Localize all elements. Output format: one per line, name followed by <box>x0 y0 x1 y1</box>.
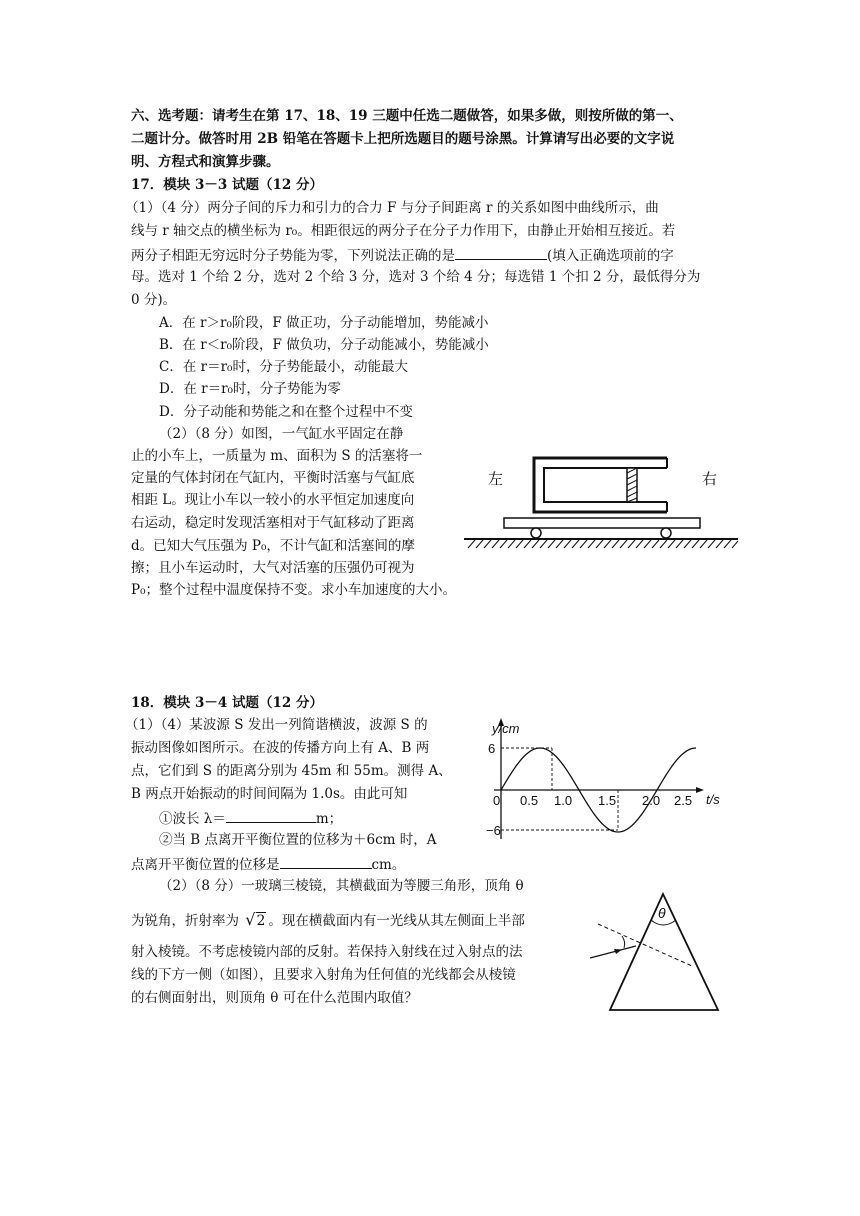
incident-ray <box>590 946 636 958</box>
q18-part2-line: 的右侧面射出，则顶角 θ 可在什么范围内取值？ <box>131 990 418 1006</box>
origin-label: 0 <box>493 793 501 808</box>
q17-part2-line: （2）（8 分）如图，一气缸水平固定在静 <box>159 426 404 442</box>
q17-part1-line: 母。选对 1 个给 2 分，选对 2 个给 3 分，选对 3 个给 4 分；每选错 1 个扣 2 分，最低得分为 <box>131 269 701 285</box>
sqrt-radicand: 2 <box>256 913 266 929</box>
y-axis-label: y/cm <box>492 721 520 736</box>
x-tick-label: 1.5 <box>598 793 617 808</box>
sqrt-expression: √2 <box>245 910 266 929</box>
section-heading-line2: 二题计分。做答时用 2B 铅笔在答题卡上把所选题目的题号涂黑。计算请写出必要的文字说 <box>131 131 675 147</box>
x-tick-label: 1.0 <box>554 793 573 808</box>
q18-sub2: ②当 B 点离开平衡位置的位移为＋6cm 时，A <box>159 832 437 848</box>
q17-part1-text: 两分子相距无穷远时分子势能为零，下列说法正确的是 <box>131 248 455 264</box>
q18-part2-line: 射入棱镜。不考虑棱镜内部的反射。若保持入射线在过入射点的法 <box>131 944 523 960</box>
q18-part2-line <box>131 910 525 931</box>
apex-angle-label: θ <box>658 905 666 921</box>
q17-part1-text: (填入正确选项前的字 <box>547 248 674 264</box>
x-axis-label: t/s <box>706 792 720 807</box>
q18-part2-line: （2）（8 分）一玻璃三棱镜，其横截面为等腰三角形，顶角 θ <box>159 878 524 894</box>
q17-part2-line: 右运动，稳定时发现活塞相对于气缸移动了距离 <box>131 515 415 531</box>
cylinder-inner-wall <box>544 468 667 502</box>
q18-sub1-text: ①波长 λ＝ <box>159 811 226 827</box>
q18-part1-line: 振动图像如图所示。在波的传播方向上有 A、B 两 <box>131 740 430 756</box>
q17-part2-line: 擦；且小车运动时，大气对活塞的压强仍可视为 <box>131 560 415 576</box>
q17-part2-line: d。已知大气压强为 P₀，不计气缸和活塞间的摩 <box>131 538 415 554</box>
q17-part2-line: 相距 L。现让小车以一较小的水平恒定加速度向 <box>131 492 415 508</box>
option-e: D．分子动能和势能之和在整个过程中不变 <box>159 404 413 420</box>
x-axis-arrow <box>696 787 704 793</box>
vibration-graph <box>488 714 728 842</box>
q18-sub3-unit: cm。 <box>371 857 406 873</box>
answer-blank <box>226 808 316 823</box>
q17-part1-line: 0 分)。 <box>131 292 177 308</box>
cylinder-outer-wall <box>534 458 667 512</box>
label-right: 右 <box>702 471 718 488</box>
q18-part1-line: B 两点开始振动的时间间隔为 1.0s。由此可知 <box>131 786 408 802</box>
cart-body <box>504 518 700 528</box>
q18-sub1-unit: m； <box>315 811 343 827</box>
q18-part2-line: 线的下方一侧（如图），且要求入射角为任何值的光线都会从棱镜 <box>131 967 516 983</box>
q18-part2-text: 为锐角，折射率为 <box>131 913 239 929</box>
incidence-angle-arc <box>622 936 625 948</box>
ray-arrow <box>614 949 622 954</box>
y-tick-neg: −6 <box>486 823 501 838</box>
q18-sub3-text: 点离开平衡位置的位移是 <box>131 857 280 873</box>
q17-part2-line: 定量的气体封闭在气缸内，平衡时活塞与气缸底 <box>131 470 415 486</box>
q17-part1-line: 线与 r 轴交点的横坐标为 r₀。相距很远的两分子在分子力作用下，由静止开始相互接近。若 <box>131 223 676 239</box>
ground-hatching <box>468 540 738 548</box>
q17-part2-line: 止的小车上，一质量为 m、面积为 S 的活塞将一 <box>131 448 423 464</box>
option-b: B．在 r＜r₀阶段，F 做负功，分子动能减小，势能减小 <box>159 337 489 353</box>
q17-part1-line: （1）（4 分）两分子间的斥力和引力的合力 F 与分子间距离 r 的关系如图中曲线所示，曲 <box>125 200 659 216</box>
section-heading-line3: 明、方程式和演算步骤。 <box>131 154 280 170</box>
q18-title: 18．模块 3－4 试题（12 分） <box>131 695 323 711</box>
q17-title: 17．模块 3－3 试题（12 分） <box>131 177 323 193</box>
answer-blank <box>280 854 372 869</box>
label-left: 左 <box>488 471 504 488</box>
option-c: C．在 r＝r₀时，分子势能最小，动能最大 <box>159 359 408 375</box>
q18-part2-text: 。现在横截面内有一光线从其左侧面上半部 <box>268 913 525 929</box>
section-heading-line1: 六、选考题：请考生在第 17、18、19 三题中任选二题做答，如果多做，则按所做的第一、 <box>131 108 683 124</box>
prism-figure <box>588 888 728 1016</box>
option-a: A．在 r＞r₀阶段，F 做正功，分子动能增加，势能减小 <box>159 315 489 331</box>
q17-part1-line <box>131 245 674 266</box>
cylinder-cart-figure <box>462 446 742 554</box>
piston <box>627 468 637 502</box>
x-tick-label: 2.5 <box>674 793 693 808</box>
normal-line <box>598 924 692 966</box>
q18-part1-line: （1）（4）某波源 S 发出一列简谐横波，波源 S 的 <box>125 717 428 733</box>
cart-wheel <box>531 528 541 538</box>
answer-blank <box>455 245 547 260</box>
cart-wheel <box>661 528 671 538</box>
q17-part2-line: P₀；整个过程中温度保持不变。求小车加速度的大小。 <box>131 582 456 598</box>
x-tick-label: 2.0 <box>642 793 661 808</box>
y-tick-pos: 6 <box>488 741 496 756</box>
x-tick-label: 0.5 <box>520 793 539 808</box>
q18-sub1 <box>159 808 342 829</box>
q18-part1-line: 点，它们到 S 的距离分别为 45m 和 55m。测得 A、 <box>131 763 452 779</box>
q18-sub3 <box>131 854 405 875</box>
option-d: D．在 r＝r₀时，分子势能为零 <box>159 381 341 397</box>
